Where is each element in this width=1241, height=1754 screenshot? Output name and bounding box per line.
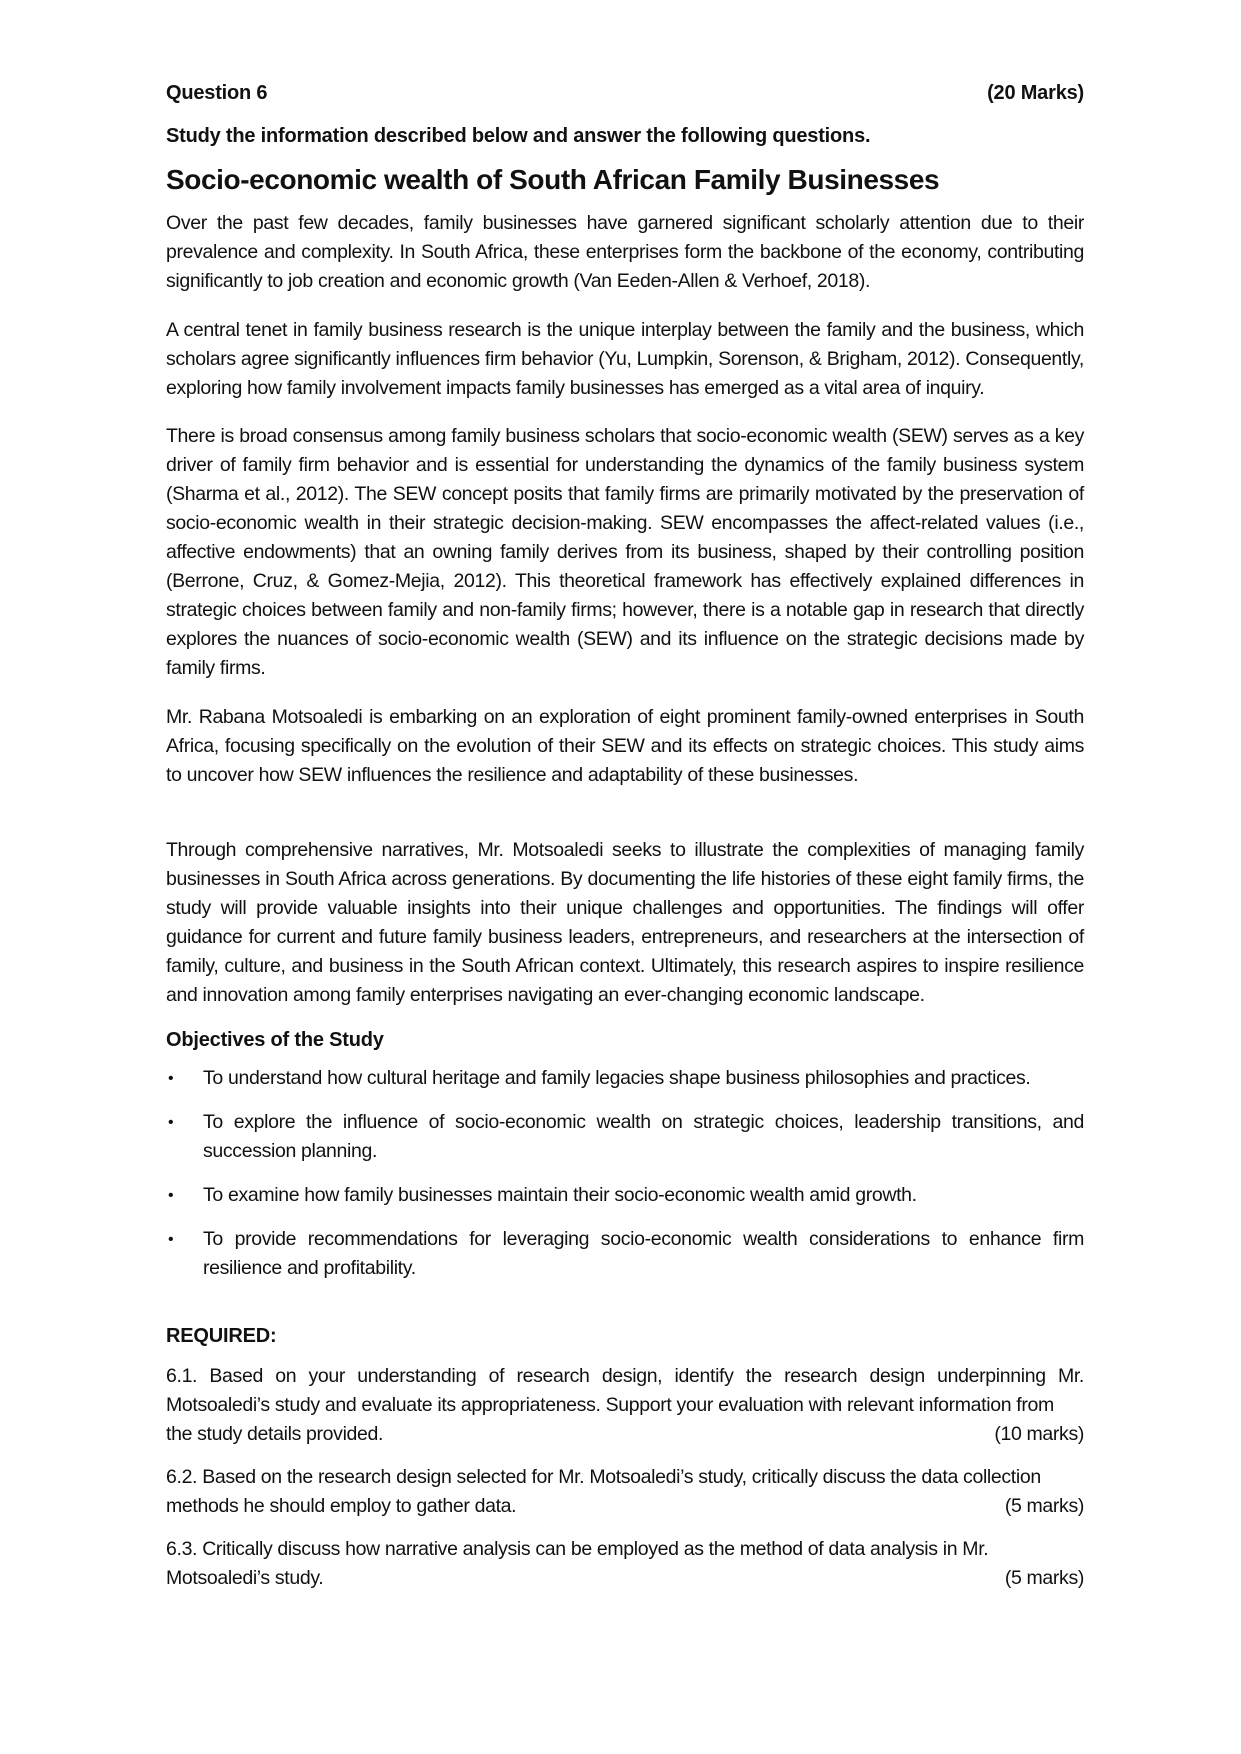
- total-marks: (20 Marks): [987, 82, 1084, 104]
- paragraph-3: There is broad consensus among family business scholars that socio-economic wealth (SEW) serves as a key driver of family firm behavior and is essential for understanding the dynamics of the family business system (Sharma et al., 2012). The SEW concept posits that family firms are primarily motivated by the preservation of socio-economic wealth in their strategic decision-making. SEW encompasses the affect-related values (i.e., affective endowments) that an owning family derives from its business, shaped by their controlling position (Berrone, Cruz, & Gomez-Mejia, 2012). This theoretical framework has effectively explained differences in strategic choices between family and non-family firms; however, there is a notable gap in research that directly explores the nuances of socio-economic wealth (SEW) and its influence on the strategic decisions made by family firms.: [166, 425, 1084, 679]
- objectives-heading: Objectives of the Study: [166, 1029, 384, 1051]
- question-text-end: Motsoaledi’s study.: [166, 1567, 324, 1589]
- question-text: 6.1. Based on your understanding of research design, identify the research design underpinning Mr. Motsoaledi’s study and evaluate its appropriateness. Support your evaluation with relevant information from: [166, 1365, 1084, 1416]
- question-marks: (5 marks): [1004, 1495, 1084, 1517]
- question-last-line: [166, 1564, 1084, 1593]
- paragraph-1: Over the past few decades, family businesses have garnered significant scholarly attention due to their prevalence and complexity. In South Africa, these enterprises form the backbone of the economy, contributing significantly to job creation and economic growth (Van Eeden-Allen & Verhoef, 2018).: [166, 212, 1084, 292]
- bullet-icon: •: [168, 1070, 174, 1087]
- question-marks: (5 marks): [1004, 1567, 1084, 1589]
- question-6-2: [166, 1463, 1084, 1521]
- list-item: [166, 1108, 1084, 1166]
- list-item: [166, 1064, 1084, 1093]
- objective-text: To understand how cultural heritage and family legacies shape business philosophies and practices.: [203, 1067, 1031, 1089]
- case-title: Socio-economic wealth of South African Family Businesses: [166, 164, 940, 195]
- objective-text: To examine how family businesses maintain their socio-economic wealth amid growth.: [203, 1184, 917, 1206]
- list-item: [166, 1225, 1084, 1283]
- required-heading: REQUIRED:: [166, 1325, 277, 1347]
- paragraph-5: Through comprehensive narratives, Mr. Motsoaledi seeks to illustrate the complexities of managing family businesses in South Africa across generations. By documenting the life histories of these eight family firms, the study will provide valuable insights into their unique challenges and opportunities. The findings will offer guidance for current and future family business leaders, entrepreneurs, and researchers at the intersection of family, culture, and business in the South African context. Ultimately, this research aspires to inspire resilience and innovation among family enterprises navigating an ever-changing economic landscape.: [166, 838, 1084, 1006]
- question-6-3: [166, 1535, 1084, 1593]
- bullet-icon: •: [168, 1114, 174, 1131]
- question-marks: (10 marks): [994, 1423, 1084, 1445]
- question-6-1: [166, 1362, 1084, 1449]
- question-text-end: the study details provided.: [166, 1423, 384, 1445]
- objectives-list: [166, 1064, 1084, 1283]
- objective-text: To explore the influence of socio-economic wealth on strategic choices, leadership transitions, and succession planning.: [203, 1111, 1084, 1162]
- paragraph-2: A central tenet in family business research is the unique interplay between the family and the business, which scholars agree significantly influences firm behavior (Yu, Lumpkin, Sorenson, & Brigham, 2012). Consequently, exploring how family involvement impacts family businesses has emerged as a vital area of inquiry.: [166, 318, 1084, 399]
- bullet-icon: •: [168, 1187, 174, 1204]
- question-last-line: [166, 1420, 1084, 1449]
- question-text: 6.2. Based on the research design selected for Mr. Motsoaledi’s study, critically discuss the data collection: [166, 1466, 1041, 1488]
- bullet-icon: •: [168, 1231, 174, 1248]
- paragraph-4: Mr. Rabana Motsoaledi is embarking on an exploration of eight prominent family-owned enterprises in South Africa, focusing specifically on the evolution of their SEW and its effects on strategic choices. This study aims to uncover how SEW influences the resilience and adaptability of these businesses.: [166, 705, 1084, 786]
- objective-text: To provide recommendations for leveraging socio-economic wealth considerations to enhance firm resilience and profitability.: [203, 1228, 1084, 1279]
- question-number: Question 6: [166, 82, 268, 104]
- question-text-end: methods he should employ to gather data.: [166, 1495, 517, 1517]
- question-text: 6.3. Critically discuss how narrative analysis can be employed as the method of data analysis in Mr.: [166, 1538, 989, 1560]
- question-header: [166, 82, 1084, 105]
- question-last-line: [166, 1492, 1084, 1521]
- document-page: [166, 82, 1084, 1593]
- instruction-text: Study the information described below and answer the following questions.: [166, 125, 871, 147]
- list-item: [166, 1181, 1084, 1210]
